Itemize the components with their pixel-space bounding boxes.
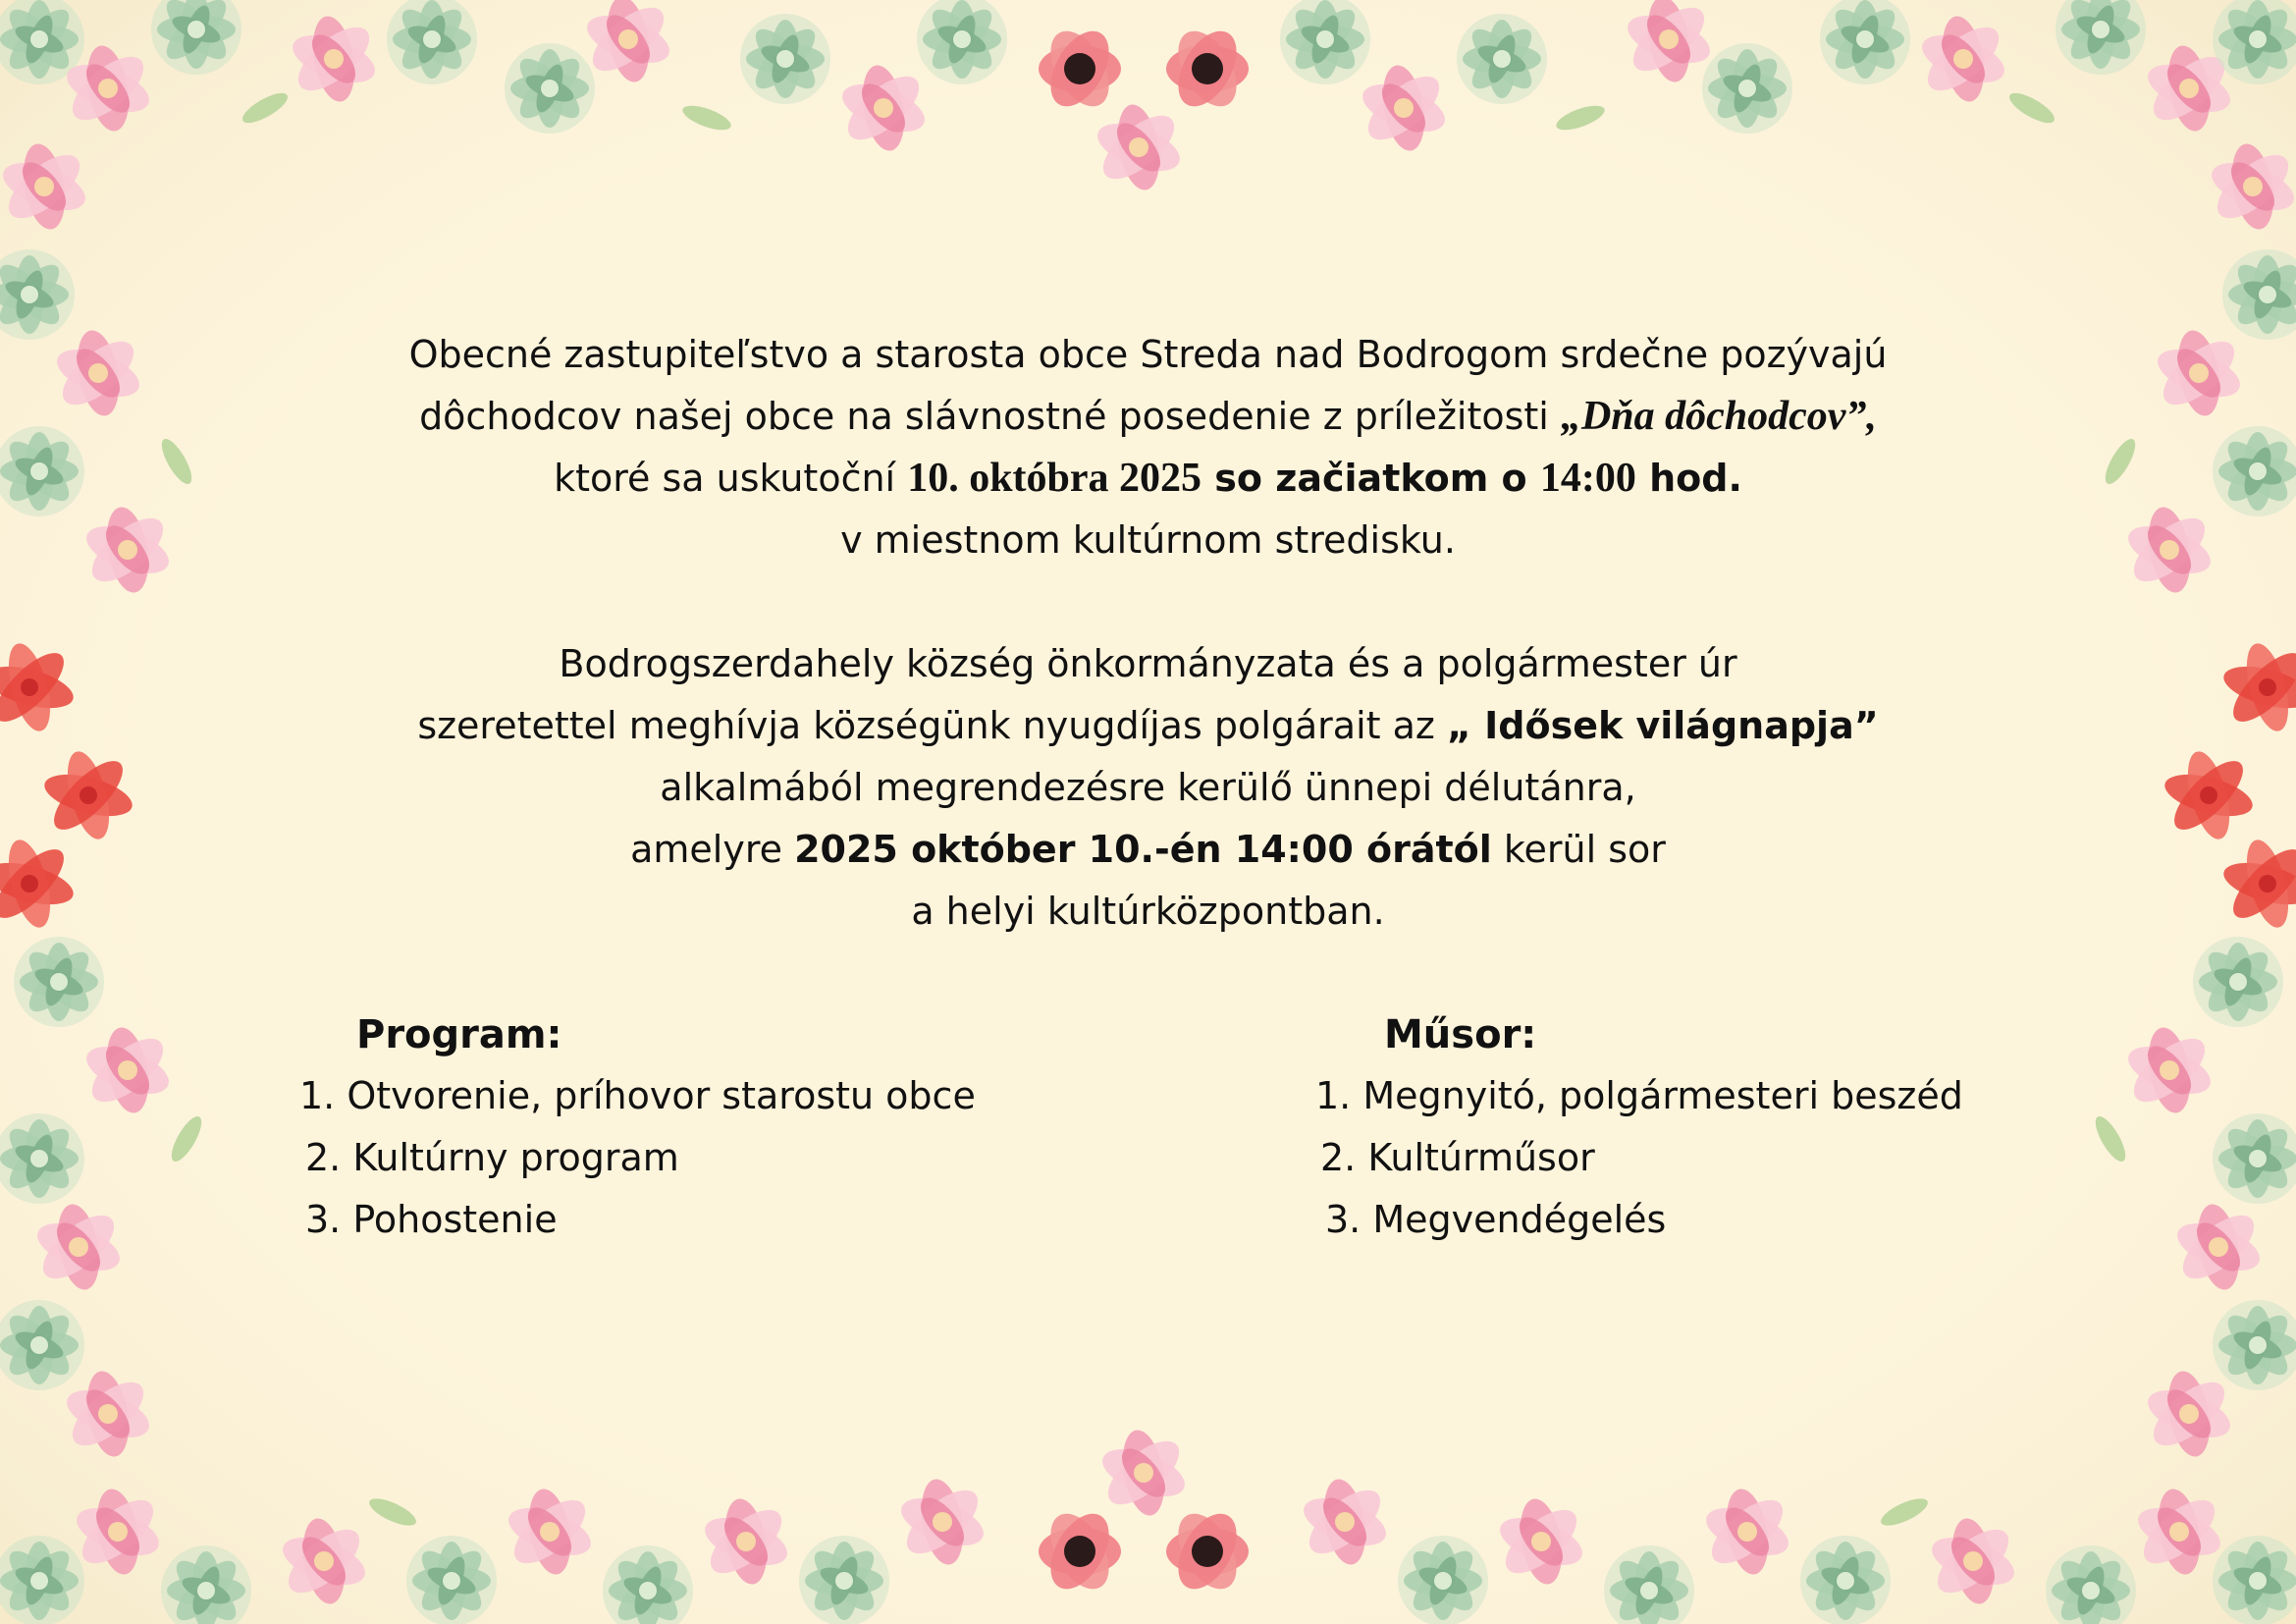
slovak-line-3-text: ktoré sa uskutoční	[554, 457, 908, 500]
hungarian-line-2-text: szeretettel meghívja községünk nyugdíjas polgárait az	[417, 704, 1447, 747]
slovak-line-2-text: dôchodcov našej obce na slávnostné posedenie z príležitosti	[419, 395, 1561, 438]
hungarian-line-5: a helyi kultúrközpontban.	[911, 890, 1385, 933]
slovak-line-1: Obecné zastupiteľstvo a starosta obce Streda nad Bodrogom srdečne pozývajú	[408, 333, 1888, 376]
program-item-2: 2. Kultúrny program	[305, 1136, 679, 1179]
event-name-slovak: „Dňa dôchodcov”,	[1560, 394, 1877, 439]
program-list-hungarian	[1315, 1004, 1963, 1251]
event-datetime-hungarian: 2025 október 10.-én 14:00 órától	[794, 828, 1492, 871]
event-name-hungarian: „ Idősek világnapja”	[1446, 704, 1879, 747]
slovak-line-2	[0, 386, 2296, 448]
hungarian-line-2	[0, 695, 2296, 757]
musor-item-3: 3. Megvendégelés	[1325, 1198, 1667, 1241]
musor-item-1: 1. Megnyitó, polgármesteri beszéd	[1315, 1074, 1963, 1117]
program-item-1: 1. Otvorenie, príhovor starostu obce	[299, 1074, 976, 1117]
hungarian-line-3: alkalmából megrendezésre kerülő ünnepi délutánra,	[660, 766, 1636, 809]
hungarian-line-4-pre: amelyre	[630, 828, 795, 871]
hungarian-invitation	[0, 633, 2296, 943]
musor-item-2: 2. Kultúrműsor	[1320, 1136, 1595, 1179]
slovak-start-label: so začiatkom o	[1201, 457, 1540, 500]
slovak-hour-label: hod.	[1635, 457, 1742, 500]
program-list-slovak	[299, 1004, 976, 1251]
hungarian-line-1: Bodrogszerdahely község önkormányzata és a polgármester úr	[559, 642, 1737, 685]
slovak-line-3	[0, 448, 2296, 510]
program-item-3: 3. Pohostenie	[305, 1198, 558, 1241]
hungarian-line-4	[0, 819, 2296, 881]
hungarian-line-4-post: kerül sor	[1491, 828, 1666, 871]
musor-heading: Műsor:	[1384, 1012, 1537, 1057]
slovak-line-4: v miestnom kultúrnom stredisku.	[840, 518, 1456, 562]
slovak-invitation	[0, 324, 2296, 571]
event-time-slovak: 14:00	[1539, 456, 1636, 501]
event-date-slovak: 10. októbra 2025	[907, 456, 1202, 501]
program-heading: Program:	[356, 1012, 562, 1057]
